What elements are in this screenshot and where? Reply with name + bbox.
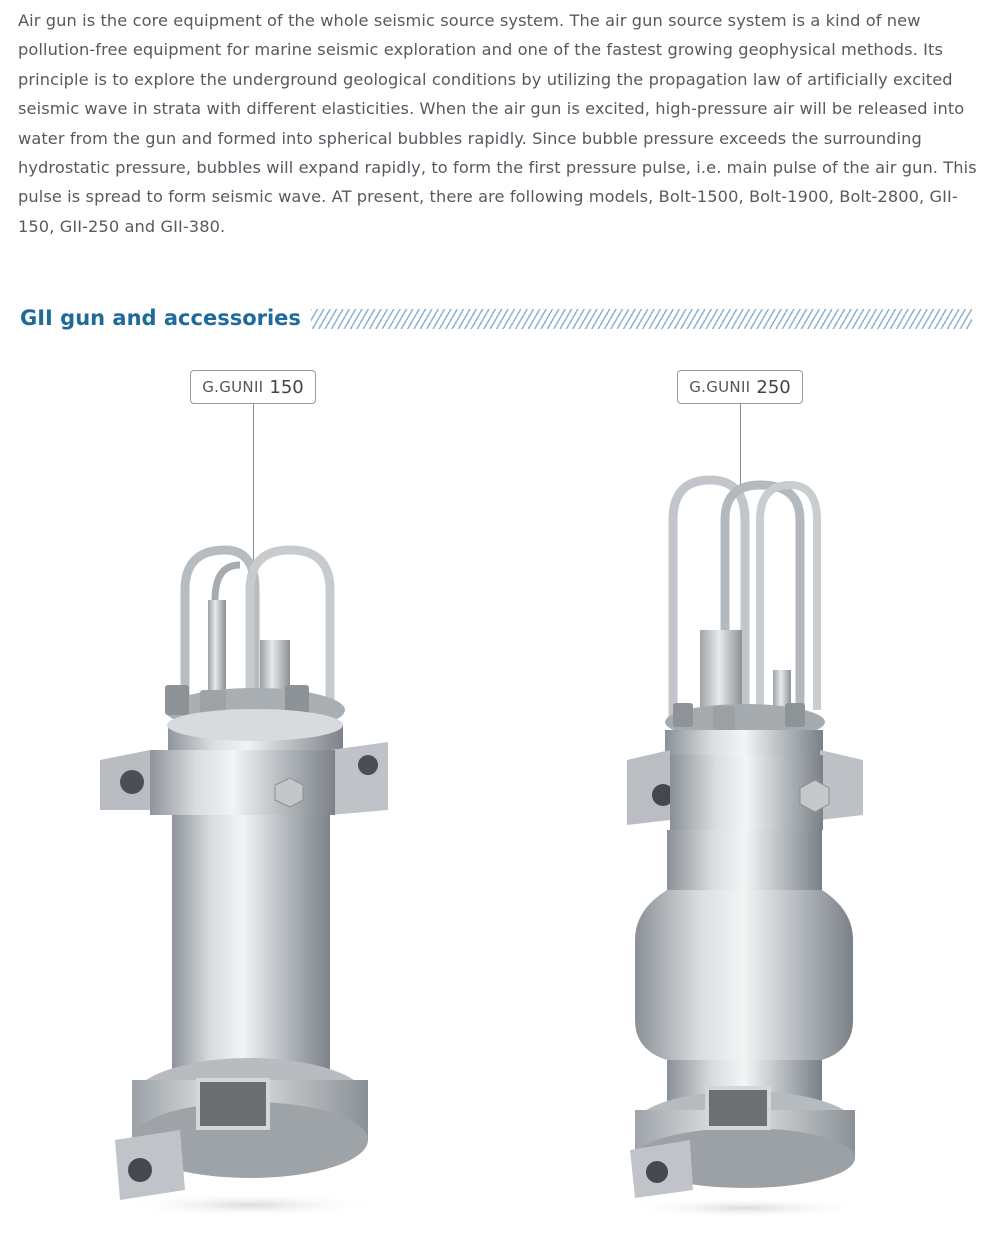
intro-paragraph: Air gun is the core equipment of the whole seismic source system. The air gun source system is a kind of new pollution-free equipment for marine seismic exploration and one of the fastest growing geophysical methods. Its principle is to explore the underground geological conditions by utilizing the propagation law of artificially excited seismic wave in strata with different elasticities. When the air gun is excited, high-pressure air will be released into water from the gun and formed into spherical bubbles rapidly. Since bubble pressure exceeds the surrounding hydrostatic pressure, bubbles will expand rapidly, to form the first pressure pulse, i.e. main pulse of the air gun. This pulse is spread to form seismic wave. AT present, there are following models, Bolt-1500, Bolt-1900, Bolt-2800, GII-150, GII-250 and GII-380. <box>18 11 977 236</box>
product-label-150 <box>190 370 316 404</box>
section-divider-hatch <box>311 309 972 329</box>
air-gun-150-image <box>90 480 410 1220</box>
air-gun-250-image <box>595 460 895 1220</box>
product-label-250 <box>677 370 803 404</box>
product-model: 150 <box>269 376 304 398</box>
section-header <box>20 298 972 338</box>
product-model: 250 <box>756 376 791 398</box>
product-brand: G.GUNII <box>202 378 264 396</box>
product-brand: G.GUNII <box>689 378 751 396</box>
section-title: GII gun and accessories <box>20 306 301 330</box>
